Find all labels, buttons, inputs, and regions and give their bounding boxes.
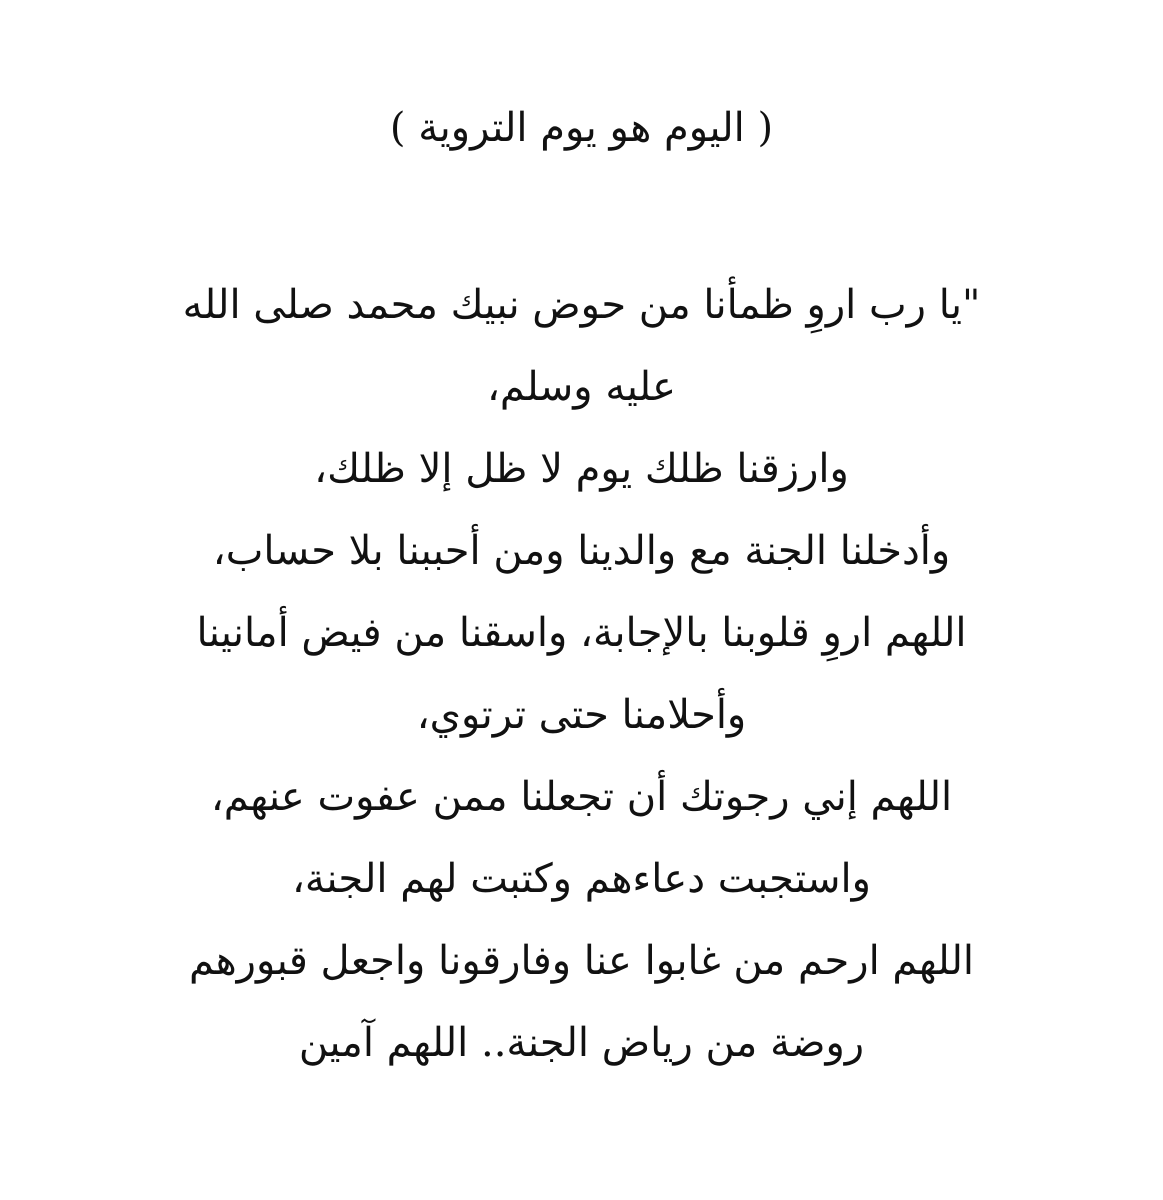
prayer-line: عليه وسلم، (487, 364, 676, 410)
prayer-line: وأدخلنا الجنة مع والدينا ومن أحببنا بلا حساب، (212, 528, 951, 574)
prayer-line: اللهم اروِ قلوبنا بالإجابة، واسقنا من فيض أمانينا (196, 610, 967, 656)
prayer-line: "يا رب اروِ ظمأنا من حوض نبيك محمد صلى الله (182, 282, 981, 328)
page-title: ( اليوم هو يوم التروية ) (389, 105, 774, 151)
prayer-line: واستجبت دعاءهم وكتبت لهم الجنة، (291, 856, 871, 902)
prayer-line: وارزقنا ظلك يوم لا ظل إلا ظلك، (314, 446, 849, 492)
prayer-line: وأحلامنا حتى ترتوي، (416, 692, 747, 738)
prayer-line: اللهم ارحم من غابوا عنا وفارقونا واجعل قبورهم (188, 938, 975, 984)
prayer-line: روضة من رياض الجنة.. اللهم آمين (298, 1020, 865, 1066)
prayer-text (150, 264, 1013, 1084)
prayer-line: اللهم إني رجوتك أن تجعلنا ممن عفوت عنهم، (210, 774, 953, 820)
